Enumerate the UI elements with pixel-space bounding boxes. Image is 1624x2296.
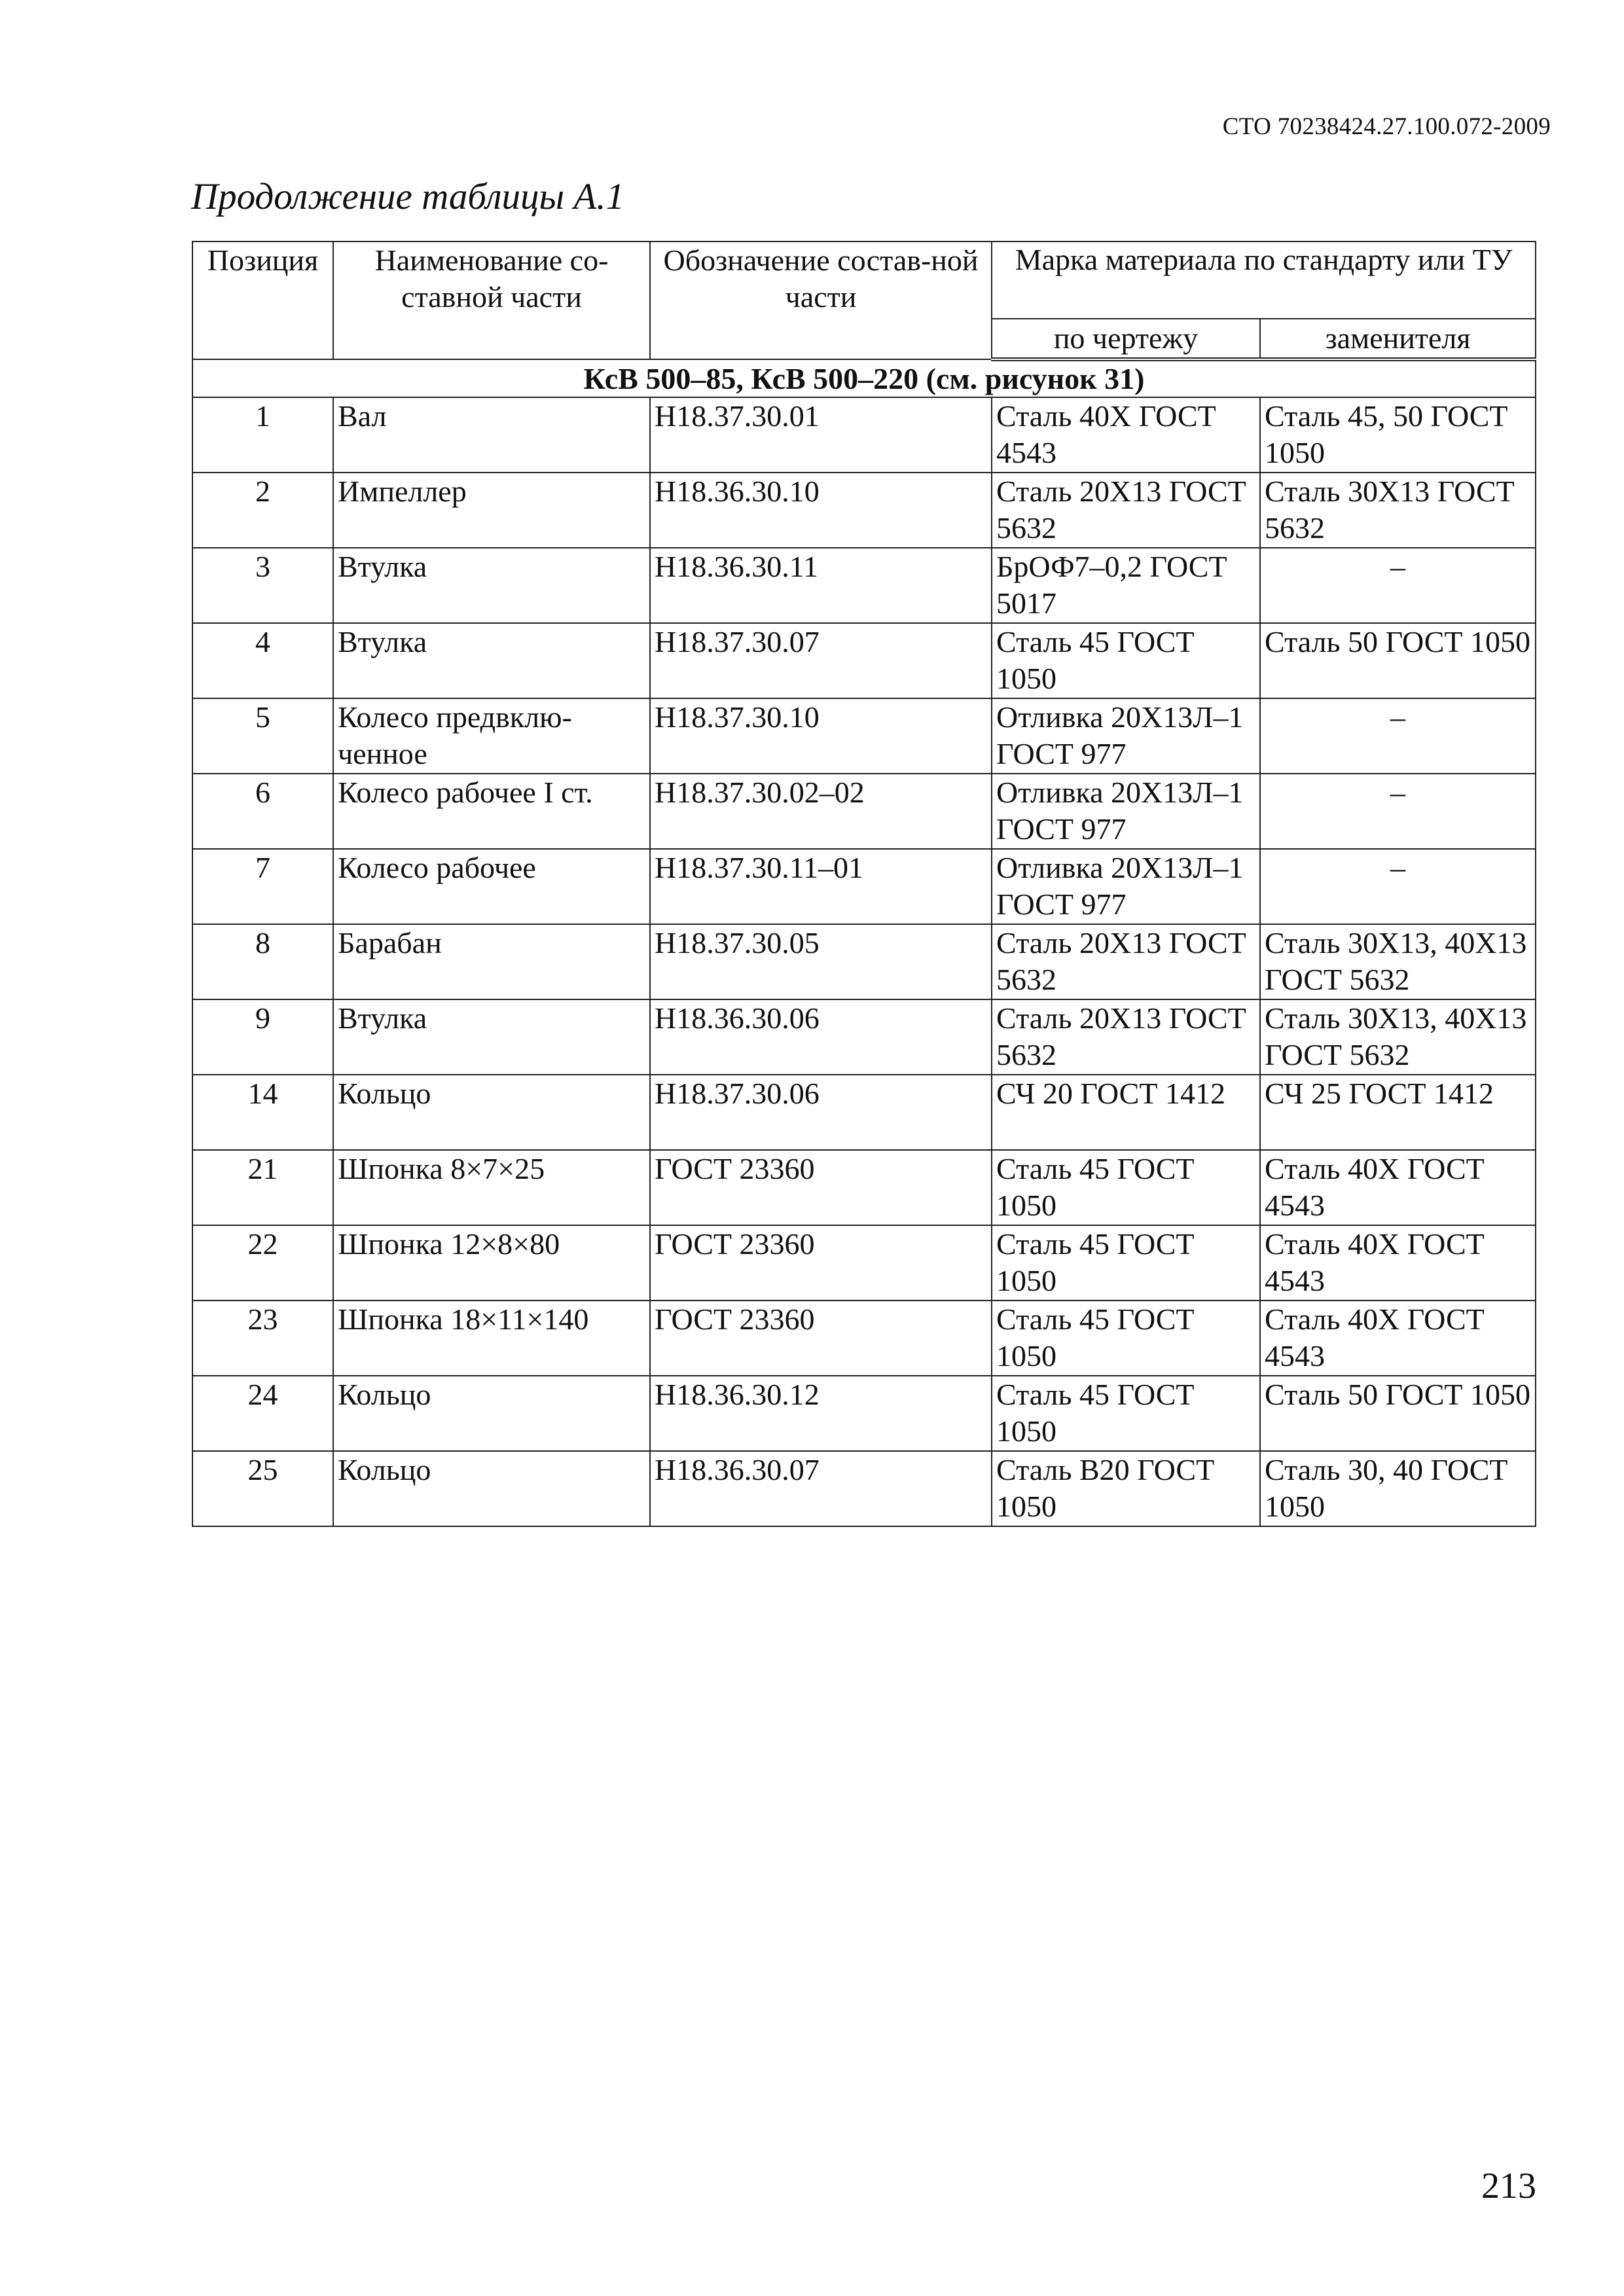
cell-position: 21 (192, 1150, 333, 1225)
cell-position: 5 (192, 698, 333, 774)
table-row (192, 1075, 1536, 1150)
cell-grade-substitute: СЧ 25 ГОСТ 1412 (1260, 1075, 1536, 1150)
cell-grade-substitute: – (1260, 548, 1536, 623)
table-row (192, 924, 1536, 999)
table-row (192, 999, 1536, 1075)
cell-designation: Н18.36.30.11 (650, 548, 992, 623)
cell-designation: Н18.37.30.07 (650, 623, 992, 698)
cell-name: Шпонка 12×8×80 (333, 1225, 650, 1300)
cell-name: Кольцо (333, 1451, 650, 1526)
cell-grade-substitute: – (1260, 698, 1536, 774)
cell-name: Барабан (333, 924, 650, 999)
col-header-name: Наименование со-ставной части (333, 242, 650, 359)
cell-designation: Н18.37.30.01 (650, 397, 992, 473)
cell-grade-substitute: Сталь 40Х ГОСТ 4543 (1260, 1150, 1536, 1225)
cell-position: 3 (192, 548, 333, 623)
cell-grade-substitute: Сталь 50 ГОСТ 1050 (1260, 623, 1536, 698)
cell-name: Вал (333, 397, 650, 473)
col-header-material-grade: Марка материала по стандарту или ТУ (992, 242, 1536, 319)
cell-designation: Н18.36.30.12 (650, 1376, 992, 1451)
table-row (192, 1451, 1536, 1526)
cell-grade-by-drawing: СЧ 20 ГОСТ 1412 (992, 1075, 1260, 1150)
cell-grade-substitute: Сталь 40Х ГОСТ 4543 (1260, 1225, 1536, 1300)
cell-name: Импеллер (333, 473, 650, 548)
cell-name: Колесо рабочее I ст. (333, 774, 650, 849)
cell-grade-substitute: – (1260, 774, 1536, 849)
parts-table (192, 241, 1536, 1527)
cell-name: Кольцо (333, 1075, 650, 1150)
cell-name: Кольцо (333, 1376, 650, 1451)
table-row (192, 623, 1536, 698)
table-row (192, 1150, 1536, 1225)
cell-designation: Н18.37.30.11–01 (650, 849, 992, 924)
cell-position: 24 (192, 1376, 333, 1451)
col-header-by-drawing: по чертежу (992, 319, 1260, 359)
col-header-position: Позиция (192, 242, 333, 359)
cell-grade-by-drawing: БрОФ7–0,2 ГОСТ 5017 (992, 548, 1260, 623)
cell-name: Колесо предвклю-ченное (333, 698, 650, 774)
cell-position: 8 (192, 924, 333, 999)
cell-name: Втулка (333, 548, 650, 623)
cell-position: 22 (192, 1225, 333, 1300)
table-row (192, 548, 1536, 623)
cell-position: 1 (192, 397, 333, 473)
cell-grade-substitute: Сталь 45, 50 ГОСТ 1050 (1260, 397, 1536, 473)
cell-position: 23 (192, 1300, 333, 1376)
cell-designation: Н18.36.30.07 (650, 1451, 992, 1526)
cell-grade-substitute: – (1260, 849, 1536, 924)
cell-designation: ГОСТ 23360 (650, 1150, 992, 1225)
cell-designation: Н18.37.30.10 (650, 698, 992, 774)
cell-designation: ГОСТ 23360 (650, 1225, 992, 1300)
cell-position: 9 (192, 999, 333, 1075)
table-row (192, 849, 1536, 924)
document-code: СТО 70238424.27.100.072-2009 (1222, 113, 1551, 140)
col-header-substitute: заменителя (1260, 319, 1536, 359)
cell-grade-substitute: Сталь 30Х13 ГОСТ 5632 (1260, 473, 1536, 548)
cell-designation: ГОСТ 23360 (650, 1300, 992, 1376)
cell-name: Шпонка 18×11×140 (333, 1300, 650, 1376)
table-caption: Продолжение таблицы А.1 (191, 176, 624, 217)
cell-grade-by-drawing: Сталь 45 ГОСТ 1050 (992, 1225, 1260, 1300)
cell-grade-substitute: Сталь 50 ГОСТ 1050 (1260, 1376, 1536, 1451)
cell-grade-substitute: Сталь 30Х13, 40Х13 ГОСТ 5632 (1260, 999, 1536, 1075)
cell-grade-by-drawing: Отливка 20Х13Л–1 ГОСТ 977 (992, 774, 1260, 849)
page-number: 213 (1481, 2166, 1536, 2206)
cell-name: Втулка (333, 999, 650, 1075)
cell-position: 4 (192, 623, 333, 698)
cell-name: Втулка (333, 623, 650, 698)
cell-position: 25 (192, 1451, 333, 1526)
cell-grade-by-drawing: Сталь 40Х ГОСТ 4543 (992, 397, 1260, 473)
cell-grade-by-drawing: Сталь 45 ГОСТ 1050 (992, 1150, 1260, 1225)
cell-position: 7 (192, 849, 333, 924)
cell-designation: Н18.37.30.05 (650, 924, 992, 999)
table-row (192, 1225, 1536, 1300)
cell-grade-by-drawing: Сталь В20 ГОСТ 1050 (992, 1451, 1260, 1526)
cell-designation: Н18.36.30.10 (650, 473, 992, 548)
header-row (192, 242, 1536, 319)
cell-position: 6 (192, 774, 333, 849)
table-row (192, 397, 1536, 473)
group-title-row (192, 359, 1536, 397)
cell-name: Колесо рабочее (333, 849, 650, 924)
cell-designation: Н18.36.30.06 (650, 999, 992, 1075)
table-row (192, 698, 1536, 774)
cell-grade-by-drawing: Сталь 20Х13 ГОСТ 5632 (992, 999, 1260, 1075)
cell-grade-substitute: Сталь 30, 40 ГОСТ 1050 (1260, 1451, 1536, 1526)
cell-grade-by-drawing: Отливка 20Х13Л–1 ГОСТ 977 (992, 849, 1260, 924)
cell-position: 2 (192, 473, 333, 548)
cell-designation: Н18.37.30.02–02 (650, 774, 992, 849)
cell-position: 14 (192, 1075, 333, 1150)
cell-grade-by-drawing: Сталь 45 ГОСТ 1050 (992, 1376, 1260, 1451)
cell-grade-by-drawing: Отливка 20Х13Л–1 ГОСТ 977 (992, 698, 1260, 774)
cell-grade-by-drawing: Сталь 45 ГОСТ 1050 (992, 1300, 1260, 1376)
table-row (192, 1300, 1536, 1376)
table-row (192, 774, 1536, 849)
cell-grade-by-drawing: Сталь 20Х13 ГОСТ 5632 (992, 473, 1260, 548)
group-title: КсВ 500–85, КсВ 500–220 (см. рисунок 31) (192, 359, 1536, 397)
table-row (192, 473, 1536, 548)
table-row (192, 1376, 1536, 1451)
cell-designation: Н18.37.30.06 (650, 1075, 992, 1150)
cell-name: Шпонка 8×7×25 (333, 1150, 650, 1225)
cell-grade-substitute: Сталь 40Х ГОСТ 4543 (1260, 1300, 1536, 1376)
cell-grade-by-drawing: Сталь 45 ГОСТ 1050 (992, 623, 1260, 698)
cell-grade-by-drawing: Сталь 20Х13 ГОСТ 5632 (992, 924, 1260, 999)
cell-grade-substitute: Сталь 30Х13, 40Х13 ГОСТ 5632 (1260, 924, 1536, 999)
col-header-designation: Обозначение состав-ной части (650, 242, 992, 359)
